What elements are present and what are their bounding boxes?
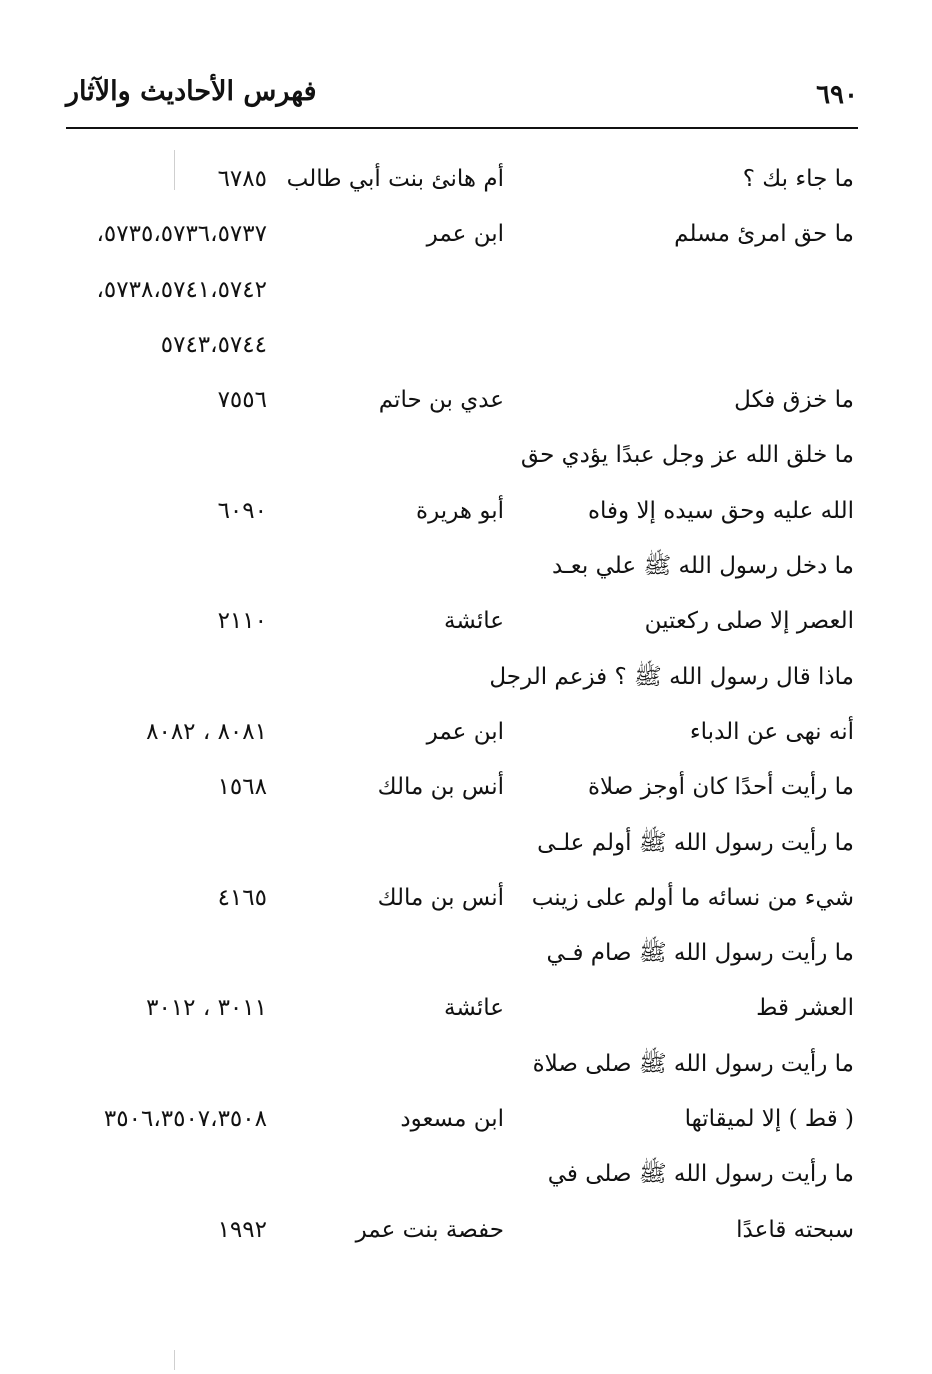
index-row bbox=[0, 153, 932, 208]
index-row bbox=[0, 1204, 932, 1259]
hadith-numbers: ٣٥٠٦،٣٥٠٧،٣٥٠٨ bbox=[103, 1106, 267, 1133]
index-row bbox=[0, 595, 932, 650]
hadith-text: أنه نهى عن الدباء bbox=[689, 718, 854, 745]
page-number: ٦٩٠ bbox=[816, 80, 858, 110]
hadith-text: ما جاء بك ؟ bbox=[742, 166, 854, 192]
hadith-numbers: ٥٧٣٥،٥٧٣٦،٥٧٣٧، bbox=[96, 221, 267, 248]
hadith-text: ما رأيت رسول الله ﷺ أولم علـى bbox=[537, 829, 854, 856]
narrator: عائشة bbox=[444, 608, 504, 635]
narrator: ابن مسعود bbox=[400, 1106, 504, 1133]
index-row bbox=[0, 485, 932, 540]
narrator: حفصة بنت عمر bbox=[355, 1216, 504, 1243]
index-row bbox=[0, 1093, 932, 1148]
index-row bbox=[0, 927, 932, 982]
hadith-text: ما خلق الله عز وجل عبدًا يؤدي حق bbox=[520, 442, 854, 469]
hadith-text: ما دخل رسول الله ﷺ علي بعـد bbox=[552, 553, 854, 580]
hadith-numbers: ٨٠٨١ ، ٨٠٨٢ bbox=[146, 718, 267, 745]
index-row bbox=[0, 651, 932, 706]
hadith-text: الله عليه وحق سيده إلا وفاه bbox=[587, 497, 854, 524]
index-row bbox=[0, 1148, 932, 1203]
index-row bbox=[0, 319, 932, 374]
hadith-numbers: ١٥٦٨ bbox=[217, 774, 267, 801]
index-row bbox=[0, 761, 932, 816]
hadith-text: العشر قط bbox=[756, 995, 854, 1022]
index-row bbox=[0, 540, 932, 595]
index-row bbox=[0, 1038, 932, 1093]
narrator: أبو هريرة bbox=[416, 497, 504, 524]
narrator: عائشة bbox=[444, 995, 504, 1022]
index-row bbox=[0, 982, 932, 1037]
index-row bbox=[0, 264, 932, 319]
hadith-numbers: ٧٥٥٦ bbox=[217, 387, 267, 414]
hadith-numbers: ٥٧٣٨،٥٧٤١،٥٧٤٢، bbox=[96, 276, 267, 303]
hadith-text: ما حق امرئ مسلم bbox=[674, 221, 854, 248]
page-header bbox=[66, 68, 858, 116]
hadith-numbers: ٦٧٨٥ bbox=[217, 166, 267, 192]
scan-speck bbox=[174, 1350, 175, 1370]
narrator: أم هانئ بنت أبي طالب bbox=[286, 166, 504, 192]
header-rule bbox=[66, 127, 858, 129]
hadith-text: العصر إلا صلى ركعتين bbox=[644, 608, 854, 635]
hadith-text: ما رأيت رسول الله ﷺ صلى في bbox=[547, 1161, 854, 1188]
narrator: عدي بن حاتم bbox=[378, 387, 504, 414]
hadith-text: ما رأيت رسول الله ﷺ صام فـي bbox=[546, 940, 854, 967]
index-row bbox=[0, 706, 932, 761]
narrator: ابن عمر bbox=[426, 718, 504, 745]
narrator: أنس بن مالك bbox=[377, 774, 504, 801]
hadith-numbers: ٤١٦٥ bbox=[217, 884, 267, 911]
hadith-numbers: ٢١١٠ bbox=[217, 608, 267, 635]
index-row bbox=[0, 429, 932, 484]
index-row bbox=[0, 208, 932, 263]
hadith-text: ما خزق فكل bbox=[734, 387, 854, 414]
hadith-text: سبحته قاعدًا bbox=[736, 1216, 854, 1243]
scan-speck bbox=[174, 150, 175, 190]
hadith-numbers: ٣٠١١ ، ٣٠١٢ bbox=[146, 995, 267, 1022]
hadith-text: ( قط ) إلا لميقاتها bbox=[684, 1106, 854, 1133]
hadith-text: ما رأيت رسول الله ﷺ صلى صلاة bbox=[532, 1050, 854, 1077]
running-title: فهرس الأحاديث والآثار bbox=[66, 76, 317, 107]
hadith-index-table bbox=[0, 153, 932, 1259]
hadith-numbers: ١٩٩٢ bbox=[217, 1216, 267, 1243]
hadith-text: ما رأيت أحدًا كان أوجز صلاة bbox=[588, 774, 854, 801]
hadith-text: ماذا قال رسول الله ﷺ ؟ فزعم الرجل bbox=[489, 663, 854, 690]
index-row bbox=[0, 817, 932, 872]
narrator: ابن عمر bbox=[426, 221, 504, 248]
narrator: أنس بن مالك bbox=[377, 884, 504, 911]
index-row bbox=[0, 374, 932, 429]
hadith-numbers: ٥٧٤٣،٥٧٤٤ bbox=[160, 331, 267, 358]
index-row bbox=[0, 872, 932, 927]
hadith-text: شيء من نسائه ما أولم على زينب bbox=[531, 884, 854, 911]
hadith-numbers: ٦٠٩٠ bbox=[217, 497, 267, 524]
